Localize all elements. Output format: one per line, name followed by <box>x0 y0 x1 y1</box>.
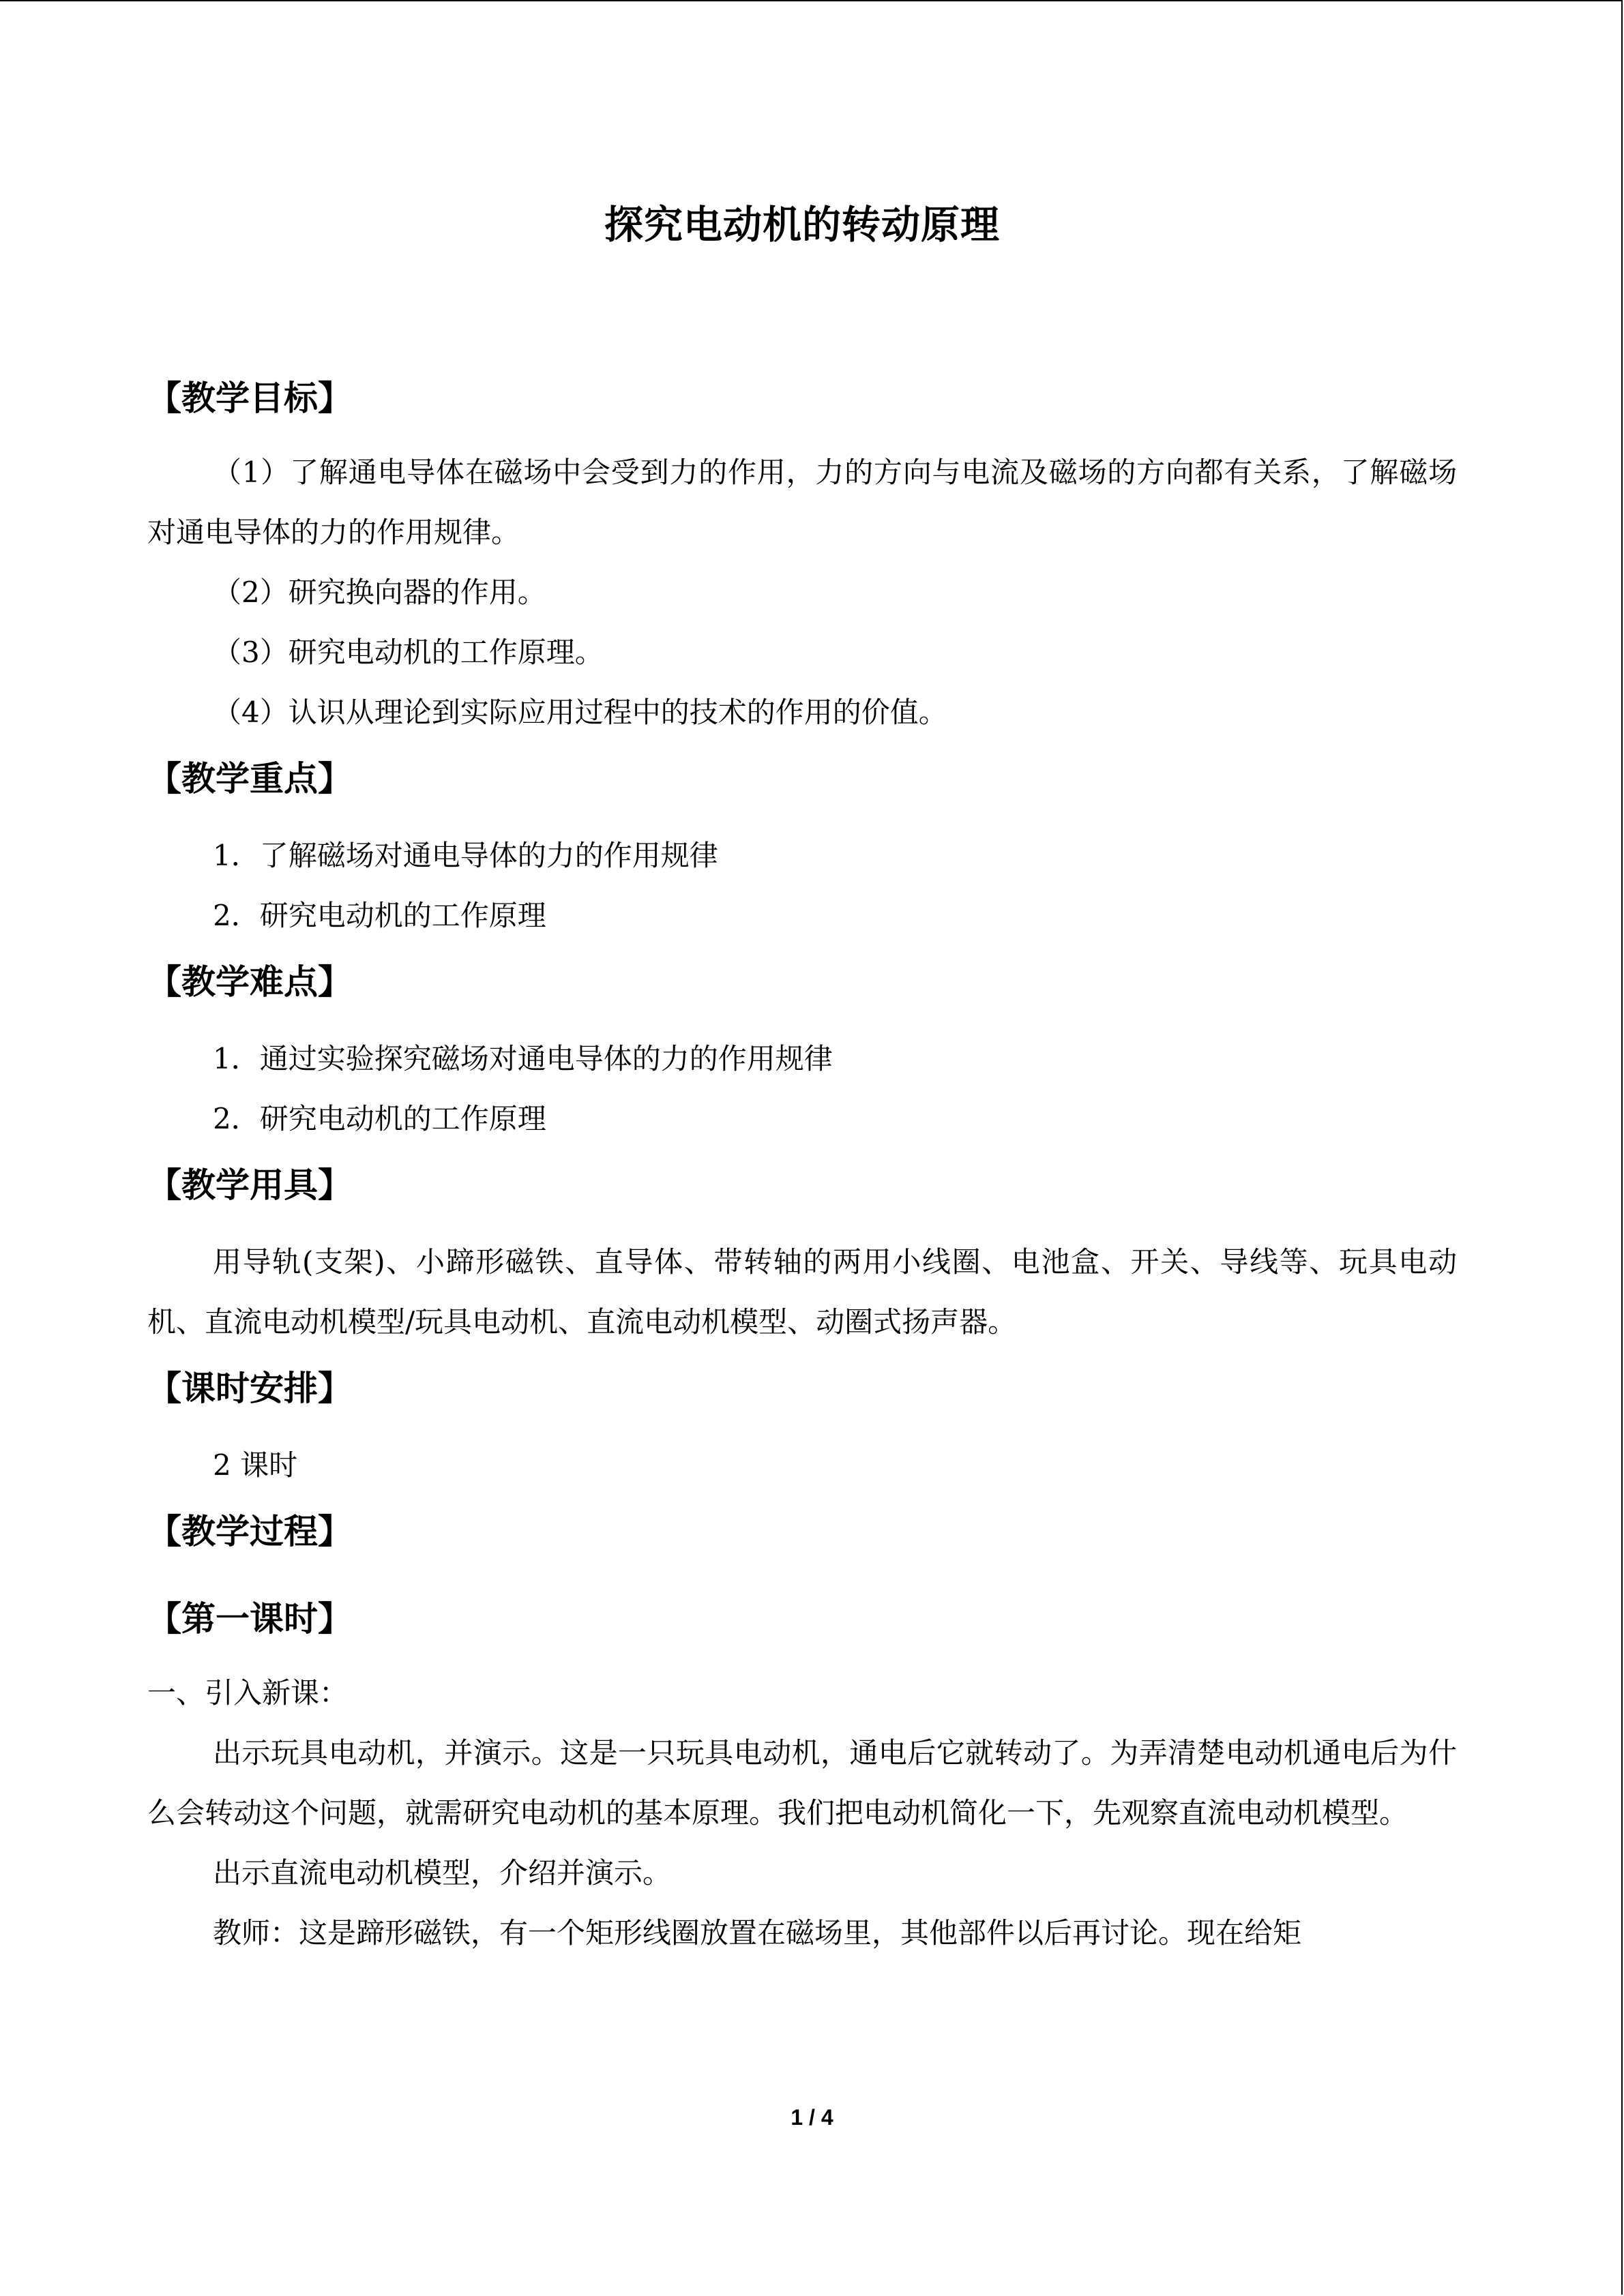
section-heading-first-lesson: 【第一课时】 <box>147 1599 352 1639</box>
document-title: 探究电动机的转动原理 <box>604 203 1000 248</box>
objective-item: （2）研究换向器的作用。 <box>213 576 546 609</box>
objectives-list <box>147 443 1457 743</box>
section-first-lesson <box>147 1599 1457 1963</box>
objective-item: （4）认识从理论到实际应用过程中的技术的作用的价值。 <box>213 696 947 729</box>
difficulty-item: 2．研究电动机的工作原理 <box>213 1102 546 1135</box>
tools-text: 用导轨(支架)、小蹄形磁铁、直导体、带转轴的两用小线圈、电池盒、开关、导线等、玩具电动机、直流电动机模型/玩具电动机、直流电动机模型、动圈式扬声器。 <box>147 1245 1457 1339</box>
section-heading-objectives: 【教学目标】 <box>147 378 352 418</box>
section-process <box>147 1512 1457 1551</box>
key-point-item: 1．了解磁场对通电导体的力的作用规律 <box>213 839 718 872</box>
first-lesson-paragraph: 出示直流电动机模型，介绍并演示。 <box>213 1856 672 1890</box>
section-heading-tools: 【教学用具】 <box>147 1165 352 1205</box>
section-heading-schedule: 【课时安排】 <box>147 1369 352 1408</box>
key-point-item: 2．研究电动机的工作原理 <box>213 899 546 932</box>
difficulty-item: 1．通过实验探究磁场对通电导体的力的作用规律 <box>213 1042 833 1075</box>
section-key-points <box>147 759 1457 946</box>
section-heading-difficulties: 【教学难点】 <box>147 962 352 1002</box>
objective-item: （3）研究电动机的工作原理。 <box>213 636 604 669</box>
section-heading-key-points: 【教学重点】 <box>147 759 352 799</box>
first-lesson-subheading: 一、引入新课： <box>147 1676 349 1710</box>
first-lesson-paragraph: 教师：这是蹄形磁铁，有一个矩形线圈放置在磁场里，其他部件以后再讨论。现在给矩 <box>213 1916 1302 1950</box>
section-objectives <box>147 378 1457 743</box>
objective-item: （1）了解通电导体在磁场中会受到力的作用，力的方向与电流及磁场的方向都有关系，了解磁场对通电导体的力的作用规律。 <box>147 456 1457 549</box>
page-number: 1 / 4 <box>791 2105 833 2130</box>
section-tools <box>147 1165 1457 1352</box>
first-lesson-paragraph: 出示玩具电动机，并演示。这是一只玩具电动机，通电后它就转动了。为弄清楚电动机通电后为什么会转动这个问题，就需研究电动机的基本原理。我们把电动机简化一下，先观察直流电动机模型。 <box>147 1736 1457 1830</box>
section-schedule <box>147 1371 1457 1495</box>
schedule-text: 2 课时 <box>213 1448 298 1482</box>
section-difficulties <box>147 962 1457 1149</box>
section-heading-process: 【教学过程】 <box>147 1512 352 1551</box>
page-content <box>147 203 1457 1963</box>
